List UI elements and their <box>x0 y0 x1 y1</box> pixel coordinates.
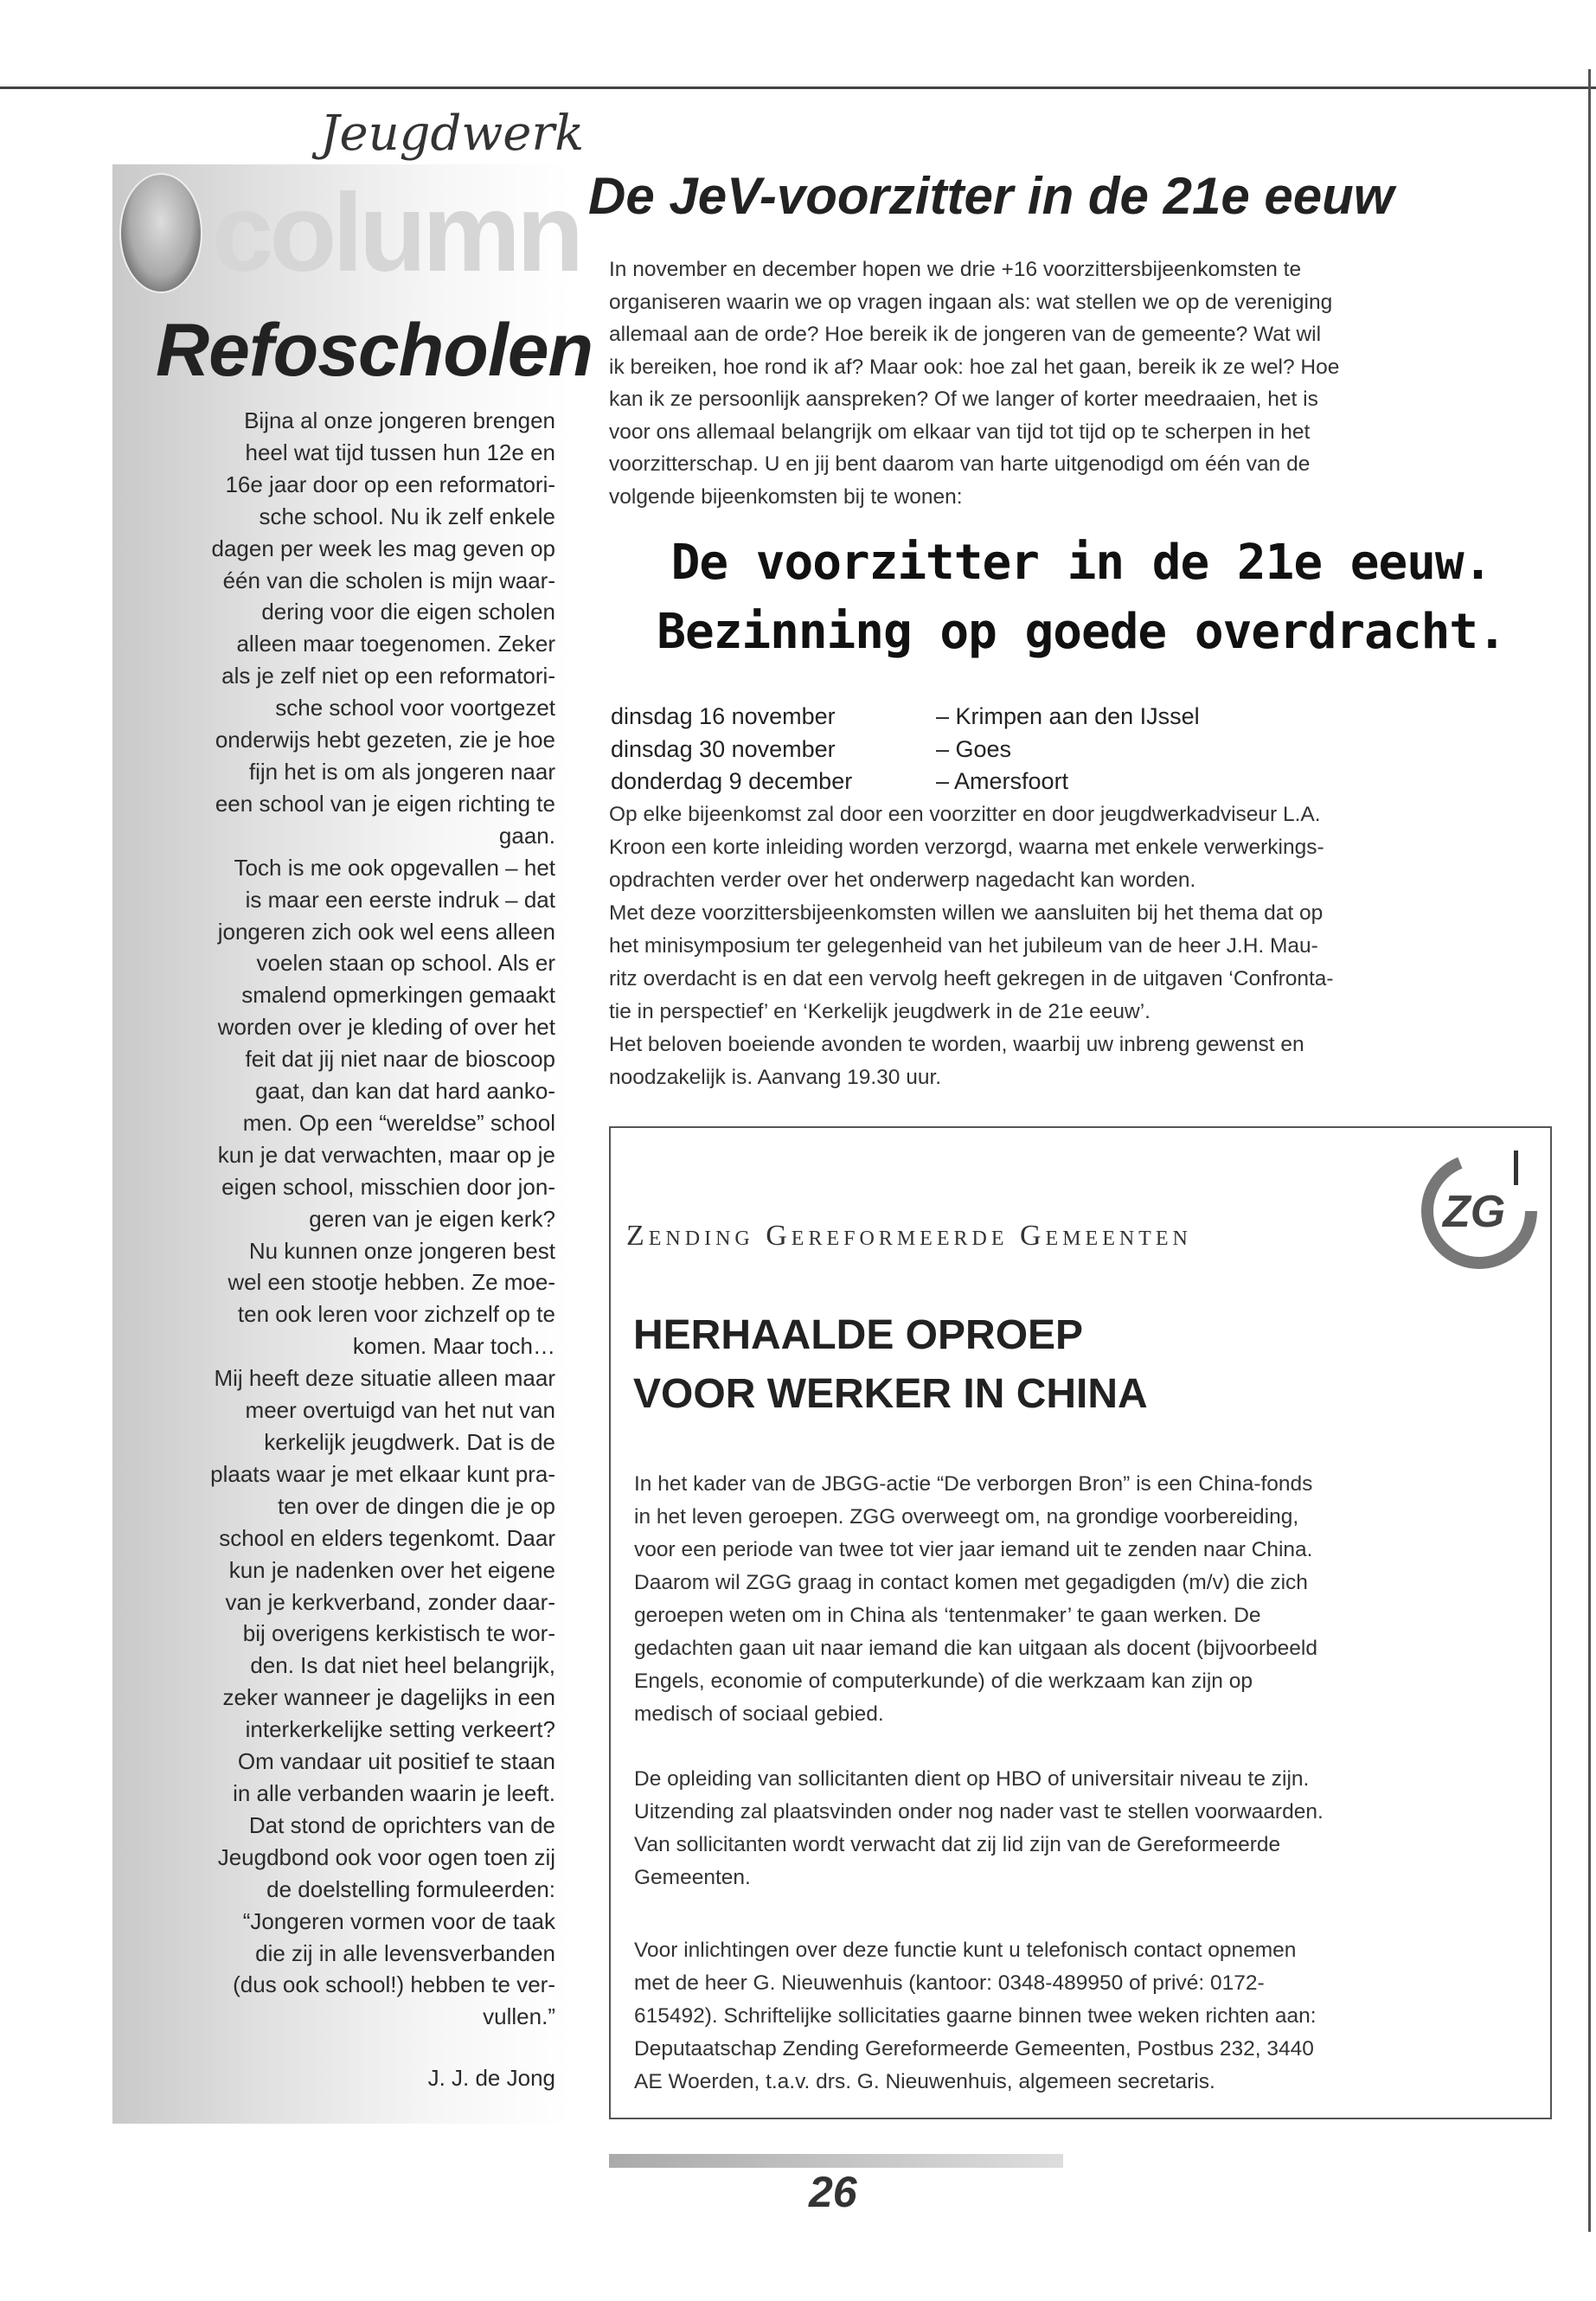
schedule-date: dinsdag 16 november <box>611 703 836 729</box>
article-intro <box>609 253 1339 513</box>
column-body <box>121 405 555 2033</box>
text-line: alleen maar toegenomen. Zeker <box>236 631 555 657</box>
text-line: dering voor die eigen scholen <box>261 599 555 625</box>
text-line: “Jongeren vormen voor de taak <box>242 1907 555 1934</box>
section-label: Jeugdwerk <box>320 106 585 162</box>
author-photo <box>119 173 202 293</box>
text-line: smalend opmerkingen gemaakt <box>241 982 555 1009</box>
page-number-bar <box>609 2154 1063 2168</box>
text-line: voor een periode van twee tot vier jaar iemand uit te zenden naar China. <box>634 1538 1313 1561</box>
text-line: ritz overdacht is en dat een vervolg heeft gekregen in de uitgaven ‘Confronta- <box>609 967 1334 990</box>
text-line: die zij in alle levensverbanden <box>255 1939 555 1966</box>
text-line: gaan. <box>498 822 555 849</box>
ad-organization <box>626 1220 1192 1253</box>
text-line: Deputaatschap Zending Gereformeerde Gemeenten, Postbus 232, 3440 <box>634 2037 1314 2061</box>
text-line: sche school voor voortgezet <box>275 695 555 721</box>
ad-paragraph-3 <box>634 1934 1317 2099</box>
text-line: kun je dat verwachten, maar op je <box>217 1141 555 1168</box>
schedule-place: – Goes <box>936 735 1012 762</box>
schedule-date: dinsdag 30 november <box>611 735 836 762</box>
text-line: 16e jaar door op een reformatori- <box>225 471 555 497</box>
text-line: interkerkelijke setting verkeert? <box>245 1716 555 1743</box>
text-line: voor ons allemaal belangrijk om elkaar van tijd tot tijd op te scherpen in het <box>609 420 1311 444</box>
text-line: met de heer G. Nieuwenhuis (kantoor: 0348-489950 of privé: 0172- <box>634 1971 1265 1995</box>
ad-headline-line-1: HERHAALDE OPROEP <box>633 1312 1084 1358</box>
text-line: kerkelijk jeugdwerk. Dat is de <box>264 1429 555 1455</box>
page-number: 26 <box>809 2168 857 2216</box>
text-line: organiseren waarin we op vragen ingaan als: wat stellen we op de vereniging <box>609 290 1333 314</box>
text-line: komen. Maar toch… <box>352 1333 555 1360</box>
text-line: Dat stond de oprichters van de <box>248 1811 555 1838</box>
text-line: voorzitterschap. U en jij bent daarom van harte uitgenodigd om één van de <box>609 452 1311 476</box>
scan-edge-right <box>1588 69 1591 2232</box>
text-line: Engels, economie of computerkunde) of die werkzaam kan zijn op <box>634 1670 1253 1693</box>
ad-paragraph-2 <box>634 1763 1324 1894</box>
text-line: den. Is dat niet heel belangrijk, <box>250 1652 555 1679</box>
schedule-place: – Amersfoort <box>936 768 1069 794</box>
text-line: kun je nadenken over het eigene <box>228 1556 555 1583</box>
text-line: bij overigens kerkistisch te wor- <box>242 1620 555 1647</box>
text-line: (dus ook school!) hebben te ver- <box>233 1971 555 1998</box>
text-line: Voor inlichtingen over deze functie kunt u telefonisch contact opnemen <box>634 1939 1297 1962</box>
text-line: opdrachten verder over het onderwerp nagedacht kan worden. <box>609 868 1196 892</box>
text-line: noodzakelijk is. Aanvang 19.30 uur. <box>609 1066 942 1089</box>
text-line: ten ook leren voor zichzelf op te <box>237 1301 555 1328</box>
text-line: als je zelf niet op een reformatori- <box>221 663 555 689</box>
text-line: één van die scholen is mijn waar- <box>222 567 555 593</box>
text-line: dagen per week les mag geven op <box>211 535 555 561</box>
text-line: Met deze voorzittersbijeenkomsten willen we aansluiten bij het thema dat op <box>609 901 1324 925</box>
text-line: Nu kunnen onze jongeren best <box>248 1237 555 1264</box>
text-line: wel een stootje hebben. Ze moe- <box>228 1269 555 1296</box>
text-line: Het beloven boeiende avonden te worden, waarbij uw inbreng gewenst en <box>609 1033 1304 1056</box>
text-line: meer overtuigd van het nut van <box>245 1397 555 1424</box>
text-line: Jeugdbond ook voor ogen toen zij <box>217 1843 555 1870</box>
text-line: voelen staan op school. Als er <box>256 950 555 977</box>
zgg-logo-icon <box>1410 1142 1540 1272</box>
text-line: gedachten gaan uit naar iemand die kan uitgaan als docent (bijvoorbeeld <box>634 1637 1318 1660</box>
text-line: kan ik ze persoonlijk aanspreken? Of we langer of korter meedraaien, het is <box>609 388 1318 411</box>
text-line: gaat, dan kan dat hard aanko- <box>255 1078 555 1105</box>
ad-paragraph-1 <box>634 1468 1317 1731</box>
text-line: In het kader van de JBGG-actie “De verborgen Bron” is een China-fonds <box>634 1472 1313 1496</box>
text-line: onderwijs hebt gezeten, zie je hoe <box>215 727 555 753</box>
schedule-row <box>611 766 1200 798</box>
text-line: Op elke bijeenkomst zal door een voorzitter en door jeugdwerkadviseur L.A. <box>609 803 1321 826</box>
text-line: Uitzending zal plaatsvinden onder nog nader vast te stellen voorwaarden. <box>634 1800 1324 1823</box>
article-body <box>609 798 1334 1094</box>
text-line: het minisymposium ter gelegenheid van het jubileum van de heer J.H. Mau- <box>609 934 1318 958</box>
text-line: geren van je eigen kerk? <box>309 1205 555 1232</box>
handwritten-heading-1: De voorzitter in de 21e eeuw. <box>670 535 1492 591</box>
text-line: geroepen weten om in China als ‘tentenmaker’ te gaan werken. De <box>634 1604 1261 1627</box>
ad-headline-line-2: VOOR WERKER IN CHINA <box>633 1371 1148 1417</box>
text-line: 615492). Schriftelijke sollicitaties gaarne binnen twee weken richten aan: <box>634 2004 1317 2028</box>
text-line: vullen.” <box>483 2003 555 2030</box>
text-line: Daarom wil ZGG graag in contact komen met gegadigden (m/v) die zich <box>634 1571 1308 1594</box>
text-line: eigen school, misschien door jon- <box>221 1173 555 1200</box>
text-line: plaats waar je met elkaar kunt pra- <box>210 1460 555 1487</box>
scan-edge-top <box>0 87 1596 89</box>
text-line: tie in perspectief’ en ‘Kerkelijk jeugdwerk in de 21e eeuw’. <box>609 1000 1151 1023</box>
article-title: De JeV-voorzitter in de 21e eeuw <box>588 167 1394 225</box>
text-line: heel wat tijd tussen hun 12e en <box>245 439 555 465</box>
text-line: van je kerkverband, zonder daar- <box>225 1588 555 1615</box>
text-line: Mij heeft deze situatie alleen maar <box>214 1365 555 1392</box>
text-line: ten over de dingen die je op <box>278 1492 555 1519</box>
text-line: sche school. Nu ik zelf enkele <box>259 503 555 529</box>
text-line: De opleiding van sollicitanten dient op HBO of universitair niveau te zijn. <box>634 1767 1310 1791</box>
text-line: Van sollicitanten wordt verwacht dat zij lid zijn van de Gereformeerde <box>634 1833 1281 1856</box>
text-line: zeker wanneer je dagelijks in een <box>222 1684 555 1711</box>
text-line: Om vandaar uit positief te staan <box>237 1748 555 1775</box>
text-line: Bijna al onze jongeren brengen <box>244 407 555 433</box>
text-line: is maar een eerste indruk – dat <box>245 886 555 913</box>
ad-headline <box>633 1306 1148 1424</box>
schedule-date: donderdag 9 december <box>611 768 853 794</box>
text-line: in het leven geroepen. ZGG overweegt om, na grondige voorbereiding, <box>634 1505 1299 1529</box>
text-line: fijn het is om als jongeren naar <box>248 758 555 785</box>
column-background-word: column <box>212 171 580 295</box>
text-line: men. Op een “wereldse” school <box>242 1109 555 1136</box>
text-line: medisch of sociaal gebied. <box>634 1702 884 1726</box>
column-title: Refoscholen <box>156 309 593 392</box>
text-line: In november en december hopen we drie +16 voorzittersbijeenkomsten te <box>609 258 1302 281</box>
svg-text:ZG: ZG <box>1443 1187 1506 1237</box>
schedule-row <box>611 701 1200 734</box>
handwritten-heading-2: Bezinning op goede overdracht. <box>657 604 1506 660</box>
schedule-list <box>611 701 1200 798</box>
text-line: feit dat jij niet naar de bioscoop <box>245 1046 555 1073</box>
text-line: worden over je kleding of over het <box>217 1014 555 1041</box>
text-line: school en elders tegenkomt. Daar <box>219 1524 555 1551</box>
text-line: Gemeenten. <box>634 1866 751 1889</box>
ad-organization-text: Zending Gereformeerde Gemeenten <box>626 1220 1192 1252</box>
text-line: volgende bijeenkomsten bij te wonen: <box>609 484 963 509</box>
schedule-place: – Krimpen aan den IJssel <box>936 703 1200 729</box>
text-line: een school van je eigen richting te <box>215 790 555 817</box>
text-line: jongeren zich ook wel eens alleen <box>217 918 555 945</box>
text-line: ik bereiken, hoe rond ik af? Maar ook: hoe zal het gaan, bereik ik ze wel? Hoe <box>609 355 1340 379</box>
text-line: Kroon een korte inleiding worden verzorgd, waarna met enkele verwerkings- <box>609 836 1324 859</box>
column-author: J. J. de Jong <box>427 2065 555 2091</box>
text-line: allemaal aan de orde? Hoe bereik ik de jongeren van de gemeente? Wat wil <box>609 323 1322 346</box>
text-line: de doelstelling formuleerden: <box>266 1875 555 1902</box>
schedule-row <box>611 734 1200 766</box>
text-line: Toch is me ook opgevallen – het <box>234 854 555 881</box>
text-line: AE Woerden, t.a.v. drs. G. Nieuwenhuis, algemeen secretaris. <box>634 2070 1215 2093</box>
text-line: in alle verbanden waarin je leeft. <box>233 1779 555 1806</box>
